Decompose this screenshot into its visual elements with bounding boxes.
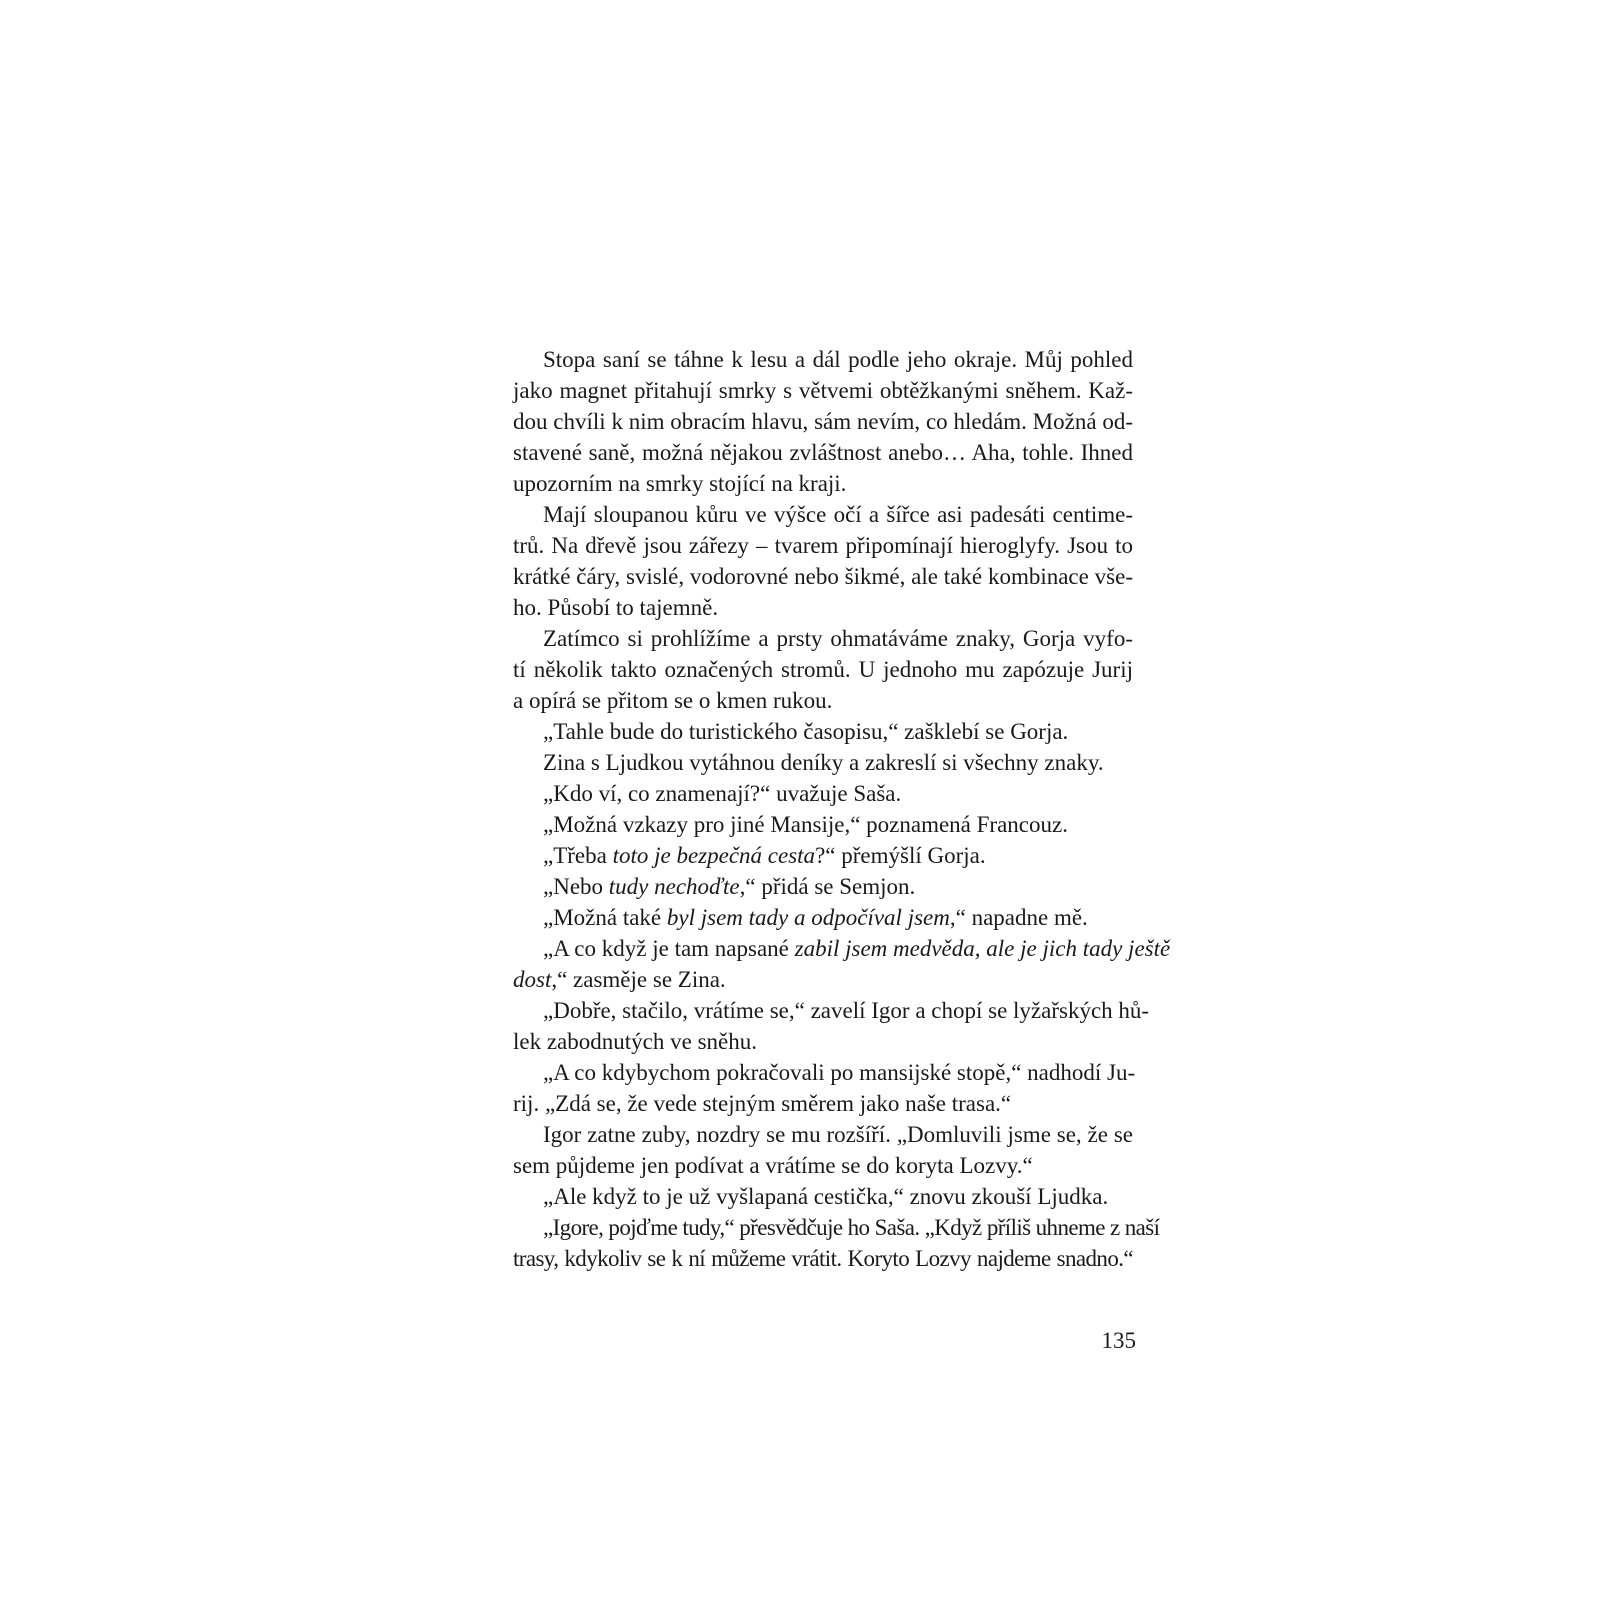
text-segment: dou chvíli k nim obracím hlavu, sám nevím, co hledám. Možná od- (513, 409, 1133, 434)
italic-text: dost (513, 967, 552, 992)
text-segment: „Možná také (543, 905, 667, 930)
text-line (513, 840, 1133, 871)
text-segment: ,“ přidá se Semjon. (739, 874, 916, 899)
text-segment: „Ale když to je už vyšlapaná cestička,“ znovu zkouší Ljudka. (543, 1184, 1109, 1209)
text-line (513, 1057, 1136, 1088)
text-line (513, 1243, 1133, 1274)
italic-text: zabil jsem medvěda, ale je jich tady ještě (794, 936, 1171, 961)
text-line (513, 1181, 1133, 1212)
text-segment: ho. Působí to tajemně. (513, 595, 719, 620)
text-segment: „Dobře, stačilo, vrátíme se,“ zavelí Igor a chopí se lyžařských hů- (543, 998, 1150, 1023)
text-line (513, 344, 1133, 375)
text-line (513, 592, 1133, 623)
text-line (513, 1150, 1133, 1181)
text-line (513, 1212, 1160, 1243)
text-line (513, 1088, 1133, 1119)
text-segment: „A co když je tam napsané (543, 936, 795, 961)
text-segment: sem půjdeme jen podívat a vrátíme se do koryta Lozvy.“ (513, 1153, 1033, 1178)
text-line (513, 530, 1133, 561)
text-line (513, 747, 1133, 778)
text-line (513, 778, 1133, 809)
text-line (513, 468, 1133, 499)
text-segment: „Igore, pojďme tudy,“ přesvědčuje ho Saša. „Když příliš uhneme z naší (543, 1215, 1160, 1240)
text-line (513, 499, 1133, 530)
text-line (513, 654, 1133, 685)
text-segment: trasy, kdykoliv se k ní můžeme vrátit. Koryto Lozvy najdeme snadno.“ (513, 1246, 1133, 1271)
text-segment: „Třeba (543, 843, 613, 868)
text-segment: Zatímco si prohlížíme a prsty ohmatáváme znaky, Gorja vyfo- (543, 626, 1133, 651)
text-line (513, 871, 1133, 902)
italic-text: tudy nechoďte (608, 874, 740, 899)
text-segment: upozorním na smrky stojící na kraji. (513, 471, 847, 496)
text-segment: rij. „Zdá se, že vede stejným směrem jako naše trasa.“ (513, 1091, 1012, 1116)
text-segment: ,“ zasměje se Zina. (551, 967, 726, 992)
text-line (513, 623, 1133, 654)
text-line (513, 995, 1150, 1026)
text-line (513, 809, 1133, 840)
body-text (513, 344, 1171, 1274)
text-segment: tí několik takto označených stromů. U jednoho mu zapózuje Jurij (513, 657, 1133, 682)
text-segment: stavené saně, možná nějakou zvláštnost anebo… Aha, tohle. Ihned (513, 440, 1133, 465)
text-line (513, 1026, 1133, 1057)
text-segment: Zina s Ljudkou vytáhnou deníky a zakreslí si všechny znaky. (543, 750, 1104, 775)
text-line (513, 375, 1133, 406)
text-segment: Mají sloupanou kůru ve výšce očí a šířce asi padesáti centime- (543, 502, 1133, 527)
italic-text: byl jsem tady a odpočíval jsem (666, 905, 950, 930)
text-segment: „Tahle bude do turistického časopisu,“ zašklebí se Gorja. (543, 719, 1069, 744)
text-segment: Igor zatne zuby, nozdry se mu rozšíří. „Domluvili jsme se, že se (543, 1122, 1133, 1147)
text-line (513, 561, 1133, 592)
text-line (513, 964, 1133, 995)
text-segment: trů. Na dřevě jsou zářezy – tvarem připomínají hieroglyfy. Jsou to (513, 533, 1133, 558)
page-number: 135 (1101, 1328, 1136, 1353)
text-segment: krátké čáry, svislé, vodorovné nebo šikmé, ale také kombinace vše- (513, 564, 1133, 589)
text-segment: a opírá se přitom se o kmen rukou. (513, 688, 833, 713)
italic-text: toto je bezpečná cesta (612, 843, 816, 868)
text-line (513, 716, 1133, 747)
text-line (513, 1119, 1133, 1150)
text-line (513, 406, 1133, 437)
text-line (513, 685, 1133, 716)
text-segment: ,“ napadne mě. (949, 905, 1088, 930)
text-segment: „A co kdybychom pokračovali po mansijské stopě,“ nadhodí Ju- (543, 1060, 1136, 1085)
text-segment: Stopa saní se táhne k lesu a dál podle jeho okraje. Můj pohled (543, 347, 1133, 372)
text-segment: „Možná vzkazy pro jiné Mansije,“ poznamená Francouz. (543, 812, 1068, 837)
text-line (513, 437, 1133, 468)
text-segment: „Kdo ví, co znamenají?“ uvažuje Saša. (543, 781, 902, 806)
text-segment: ?“ přemýšlí Gorja. (815, 843, 986, 868)
text-segment: „Nebo (543, 874, 609, 899)
text-segment: jako magnet přitahují smrky s větvemi obtěžkanými sněhem. Kaž- (513, 378, 1133, 403)
text-segment: lek zabodnutých ve sněhu. (513, 1029, 757, 1054)
text-line (513, 902, 1133, 933)
text-line (513, 933, 1171, 964)
